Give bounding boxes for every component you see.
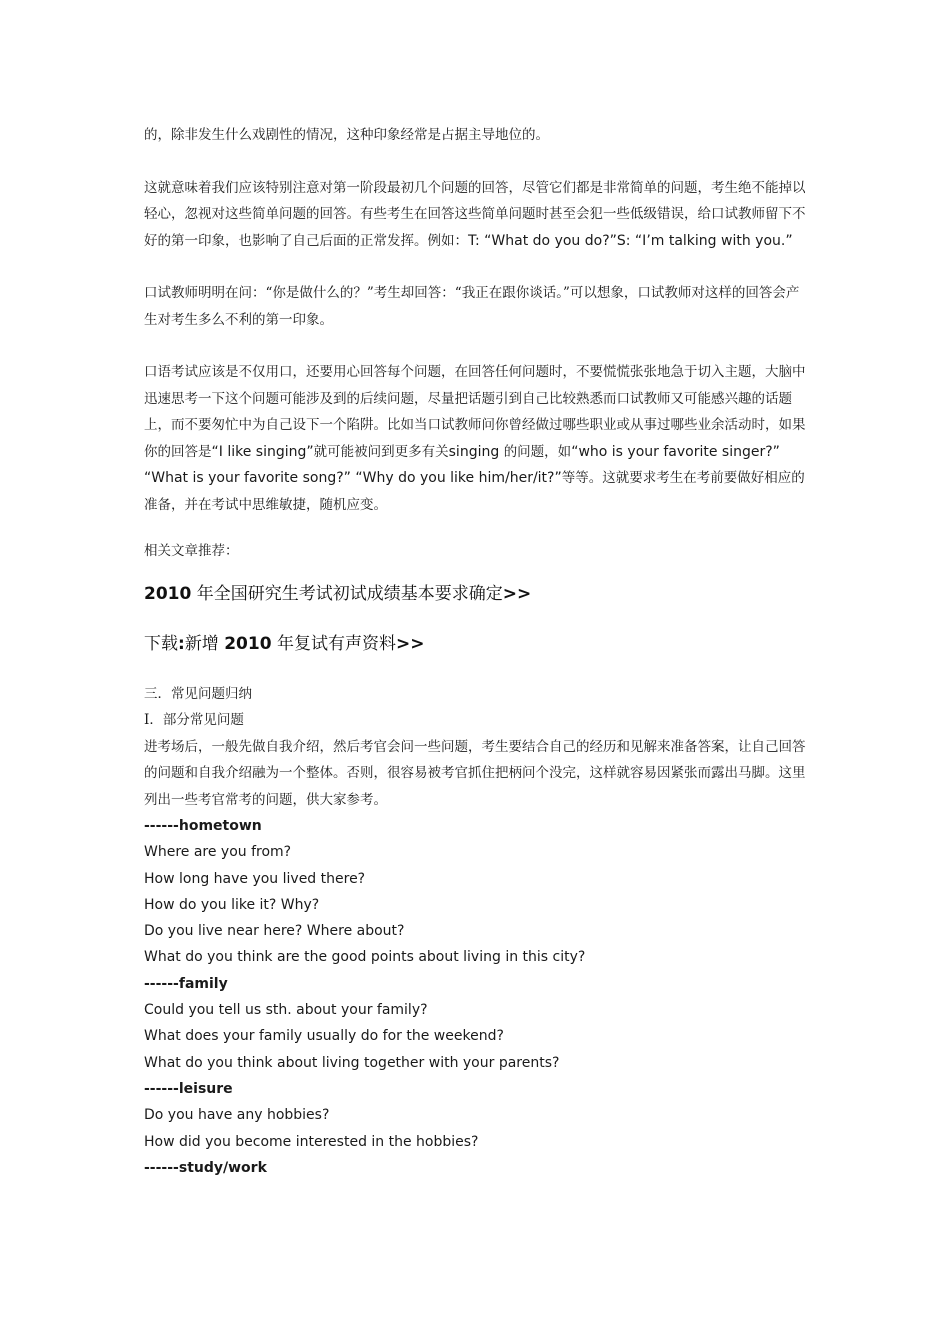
paragraph-4-text-e: 的问题，如 [503,443,572,460]
paragraph-1 [144,122,808,149]
singing-word: singing [448,443,504,460]
category-leisure: ------leisure [144,1080,233,1097]
section-heading-text: 三．常见问题归纳 [144,685,252,702]
section-intro [144,734,808,814]
section-subheading-text: Ⅰ．部分常见问题 [144,712,244,728]
category-hometown: ------hometown [144,818,262,834]
related-link-2-prefix: 下载 [144,633,178,654]
follow-up-questions: “who is your favorite singer?” “What is your favorite song?” “Why do you like him/her/it?” [144,443,780,486]
question-leisure-1: Do you have any hobbies? [144,1107,330,1124]
question-hometown-5: What do you think are the good points about living in this city? [144,949,586,966]
related-link-2-colon: : [178,633,185,654]
question-family-3: What do you think about living together with your parents? [144,1054,560,1071]
category-study-work: ------study/work [144,1159,267,1176]
paragraph-2-text: 这就意味着我们应该特别注意对第一阶段最初几个问题的回答，尽管它们都是非常简单的问题，考生绝不能掉以轻心，忽视对这些简单问题的回答。有些考生在回答这些简单问题时甚至会犯一些低级错误，给口试教师留下不好的第一印象，也影响了自己后面的正常发挥。例如： [144,179,806,249]
paragraph-4 [144,359,808,518]
paragraph-4-text-c: 就可能被问到更多有关 [313,443,449,460]
category-family: ------family [144,975,228,992]
section-intro-text: 进考场后，一般先做自我介绍，然后考官会问一些问题，考生要结合自己的经历和见解来准备答案，让自己回答的问题和自我介绍融为一个整体。否则，很容易被考官抓住把柄问个没完，这样就容易因紧张而露出马脚。这里列出一些考官常考的问题，供大家参考。 [144,738,806,808]
dialogue-example: T: “What do you do?”S: “I’m talking with you.” [468,232,793,249]
question-hometown-1: Where are you from? [144,844,292,861]
section-heading [144,681,808,708]
paragraph-2 [144,175,808,255]
related-link-2-text: 年复试有声资料 [271,633,396,654]
question-hometown-3: How do you like it? Why? [144,896,320,913]
document-page [144,122,808,1181]
related-link-2-arrow: >> [395,633,425,654]
question-hometown-2: How long have you lived there? [144,870,366,887]
related-articles-label [144,538,808,565]
paragraph-3-text: 口试教师明明在问：“你是做什么的？”考生却回答：“我正在跟你谈话。”可以想象，口试教师对这样的回答会产生对考生多么不利的第一印象。 [144,285,800,328]
section-subheading [144,707,808,734]
related-link-1-arrow: >> [502,583,532,604]
related-link-1[interactable] [144,581,808,607]
paragraph-3 [144,280,808,333]
question-family-2: What does your family usually do for the weekend? [144,1028,504,1045]
related-link-2-mid: 新增 [184,633,225,654]
related-link-1-year: 2010 [144,583,192,604]
question-leisure-2: How did you become interested in the hobbies? [144,1133,479,1150]
paragraph-1-text: 的，除非发生什么戏剧性的情况，这种印象经常是占据主导地位的。 [144,127,549,143]
paragraph-4-text-a: 口语考试应该是不仅用口，还要用心回答每个问题，在回答任何问题时，不要慌慌张张地急于切入主题，大脑中迅速思考一下这个问题可能涉及到的后续问题，尽量把话题引到自己比较熟悉而口试教师又可能感兴趣的话题上，而不要匆忙中为自己设下一个陷阱。比如当口试教师问你曾经做过哪些职业或从事过哪些业余活动时，如果你的回答是 [144,364,806,460]
related-link-2[interactable] [144,631,808,657]
related-articles-label-text: 相关文章推荐： [144,543,239,559]
question-family-1: Could you tell us sth. about your family? [144,1002,428,1019]
answer-example: “I like singing” [211,443,314,460]
paragraph-4-text-g: 等等。这就要求考生在考前要做好相应的准备，并在考试中思维敏捷，随机应变。 [144,470,805,513]
related-link-2-year: 2010 [224,633,272,654]
related-link-1-text: 年全国研究生考试初试成绩基本要求确定 [191,583,503,604]
question-hometown-4: Do you live near here? Where about? [144,923,405,940]
